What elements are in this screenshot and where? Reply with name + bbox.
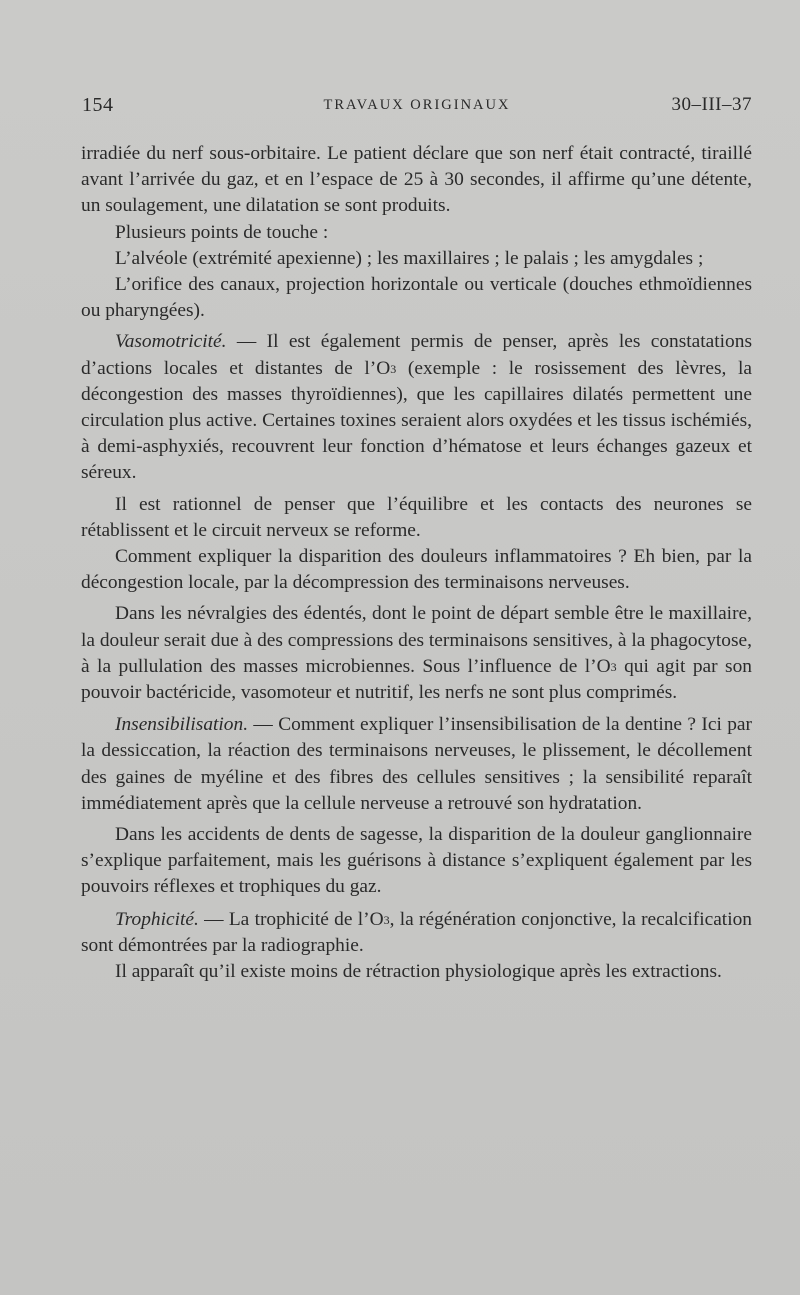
paragraph-dents-de-sagesse <box>81 822 752 901</box>
paragraph-trophicite <box>81 907 752 959</box>
paragraph-text: Plusieurs points de touche : <box>115 221 329 243</box>
paragraph-text: Dans les névralgies des édentés, dont le point de départ semble être le maxillaire, la douleur serait due à des compressions des terminaisons sensitives, à la phagocytose, à la pullulation des masses microbiennes. Sous l’influence de l’O <box>81 603 752 677</box>
run-in-heading-vasomotricite: Vasomotricité. <box>115 331 227 353</box>
paragraph-continuation <box>81 141 752 220</box>
paragraph-text: , la régénération conjonctive, la recalcification sont démontrées par la radiographie. <box>81 908 752 956</box>
section-title: TRAVAUX ORIGINAUX <box>323 97 511 113</box>
run-in-heading-trophicite: Trophicité. <box>115 908 199 930</box>
paragraph-douleurs <box>81 544 752 596</box>
paragraph-extractions <box>81 959 752 985</box>
paragraph-vasomotricite <box>81 329 752 486</box>
paragraph-alveole <box>81 246 752 272</box>
subscript: 3 <box>610 659 617 674</box>
paragraph-text: — La trophicité de l’O <box>198 908 384 930</box>
page-number: 154 <box>82 94 114 116</box>
article-body <box>81 141 752 985</box>
paragraph-text: Il est rationnel de penser que l’équilibre et les contacts des neurones se rétablissent et le circuit nerveux se reforme. <box>81 493 752 541</box>
running-head <box>82 92 752 120</box>
paragraph-text: L’alvéole (extrémité apexienne) ; les maxillaires ; le palais ; les amygdales ; <box>115 247 704 269</box>
paragraph-text: irradiée du nerf sous-orbitaire. Le patient déclare que son nerf était contracté, tiraillé avant l’arrivée du gaz, et en l’espace de 25 à 30 secondes, il affirme qu’une détente, un soulagement, une dilatation se sont produits. <box>81 143 752 217</box>
paragraph-text: — Comment expliquer l’insensibilisation de la dentine ? Ici par la dessiccation, la réaction des terminaisons nerveuses, le plissement, le décollement des gaines de myéline et des fibres des cellules sensitives ; la sensibilité reparaît immédiatement après que la cellule nerveuse a retrouvé son hydratation. <box>81 714 752 814</box>
subscript: 3 <box>383 912 390 927</box>
paragraph-text: L’orifice des canaux, projection horizontale ou verticale (douches ethmoïdiennes ou pharyngées). <box>81 274 752 322</box>
paragraph-orifice <box>81 272 752 324</box>
paragraph-text: Comment expliquer la disparition des douleurs inflammatoires ? Eh bien, par la décongestion locale, par la décompression des terminaisons nerveuses. <box>81 546 752 594</box>
paragraph-insensibilisation <box>81 712 752 817</box>
paragraph-points-de-touche <box>81 220 752 246</box>
paragraph-text: Dans les accidents de dents de sagesse, la disparition de la douleur ganglionnaire s’explique parfaitement, mais les guérisons à distance s’expliquent également par les pouvoirs réflexes et trophiques du gaz. <box>81 824 752 898</box>
paragraph-text: Il apparaît qu’il existe moins de rétraction physiologique après les extractions. <box>115 961 722 983</box>
issue-date: 30–III–37 <box>671 94 752 115</box>
paragraph-text: — Il est également permis de penser, après les constatations d’actions locales et distantes de l’O <box>81 331 752 379</box>
subscript: 3 <box>390 361 397 376</box>
paragraph-text: qui agit par son pouvoir bactéricide, vasomoteur et nutritif, les nerfs ne sont plus comprimés. <box>81 655 752 704</box>
run-in-heading-insensibilisation: Insensibilisation. <box>115 714 249 736</box>
paragraph-nevralgies <box>81 601 752 706</box>
paragraph-text: (exemple : le rosissement des lèvres, la décongestion des masses thyroïdiennes), que les capillaires dilatés permettent une circulation plus active. Certaines toxines seraient alors oxydées et les tissus ischémiés, à demi-asphyxiés, recouvrent leur fonction d’hématose et leurs échanges gazeux et séreux. <box>81 357 753 484</box>
paragraph-equilibre <box>81 492 752 544</box>
